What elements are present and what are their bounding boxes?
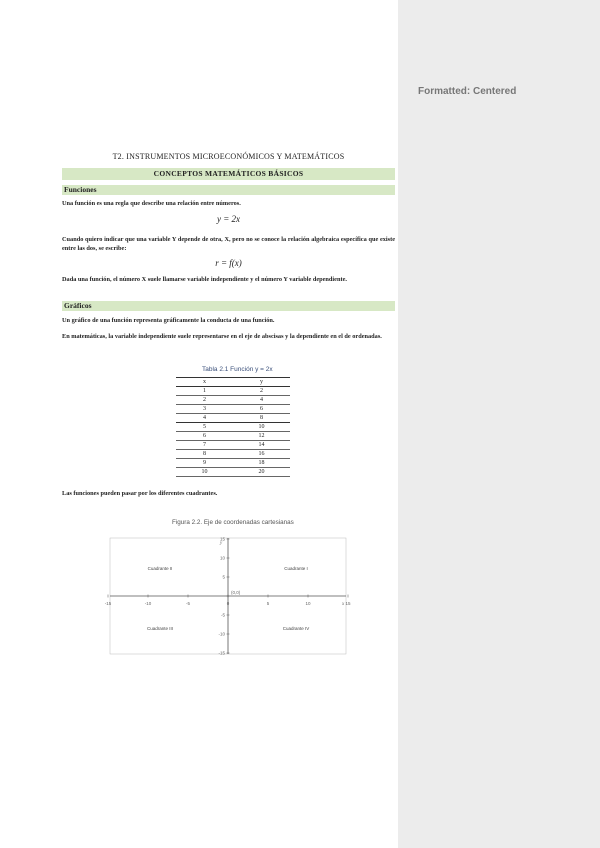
x-axis-label: x xyxy=(342,602,345,607)
table-row xyxy=(176,450,290,459)
function-table xyxy=(176,377,290,477)
cell-y: 12 xyxy=(233,432,290,441)
paragraph-1: Una función es una regla que describe una relación entre números. xyxy=(62,200,241,207)
y-tick-label: 5 xyxy=(222,574,225,580)
x-tick-label: 5 xyxy=(266,601,270,606)
paragraph-5: En matemáticas, la variable independiente suele representarse en el eje de abscisas y la dependiente en el de ordenadas. xyxy=(62,333,382,340)
x-tick-label: 0 xyxy=(226,601,230,606)
x-tick-label: -10 xyxy=(144,601,152,606)
chapter-title: T2. INSTRUMENTOS MICROECONÓMICOS Y MATEMÁTICOS xyxy=(112,152,345,161)
equation-1: y = 2x xyxy=(216,214,241,224)
cell-x: 5 xyxy=(176,423,233,432)
y-tick-label: 15 xyxy=(219,536,225,542)
cell-x: 9 xyxy=(176,459,233,468)
cell-x: 8 xyxy=(176,450,233,459)
table-row xyxy=(176,396,290,405)
table-row xyxy=(176,405,290,414)
comment-sidebar xyxy=(398,0,600,848)
x-tick-label: 10 xyxy=(305,601,311,606)
table-row xyxy=(176,468,290,477)
cell-y: 14 xyxy=(233,441,290,450)
cell-x: 3 xyxy=(176,405,233,414)
quadrant-label: Cuadrante II xyxy=(147,566,173,571)
y-tick-label: -15 xyxy=(218,650,225,656)
cell-x: 7 xyxy=(176,441,233,450)
table-row xyxy=(176,387,290,396)
figure-title: Figura 2.2. Eje de coordenadas cartesianas xyxy=(172,519,294,526)
y-tick-label: -5 xyxy=(220,612,225,618)
cell-y: 10 xyxy=(233,423,290,432)
table-row xyxy=(176,432,290,441)
cell-y: 2 xyxy=(233,387,290,396)
table-row xyxy=(176,414,290,423)
cell-x: 4 xyxy=(176,414,233,423)
quadrant-label: Cuadrante IV xyxy=(282,626,310,631)
paragraph-4: Un gráfico de una función representa gráficamente la conducta de una función. xyxy=(62,317,275,324)
y-tick-label: -10 xyxy=(218,631,225,637)
heading-graficos: Gráficos xyxy=(62,301,395,311)
table-row xyxy=(176,459,290,468)
cartesian-figure xyxy=(104,532,352,656)
heading-funciones: Funciones xyxy=(62,185,395,195)
format-comment[interactable]: Formatted: Centered xyxy=(418,86,517,97)
paragraph-3: Dada una función, el número X suele llamarse variable independiente y el número Y variable dependiente. xyxy=(62,276,347,283)
cell-y: 4 xyxy=(233,396,290,405)
y-tick-label: 10 xyxy=(219,555,225,561)
cell-x: 10 xyxy=(176,468,233,477)
cell-y: 6 xyxy=(233,405,290,414)
paragraph-2: Cuando quiero indicar que una variable Y depende de otra, X, pero no se conoce la relación algebraica específica que existe entre las dos, se escribe: xyxy=(62,236,395,252)
cell-y: 20 xyxy=(233,468,290,477)
cell-x: 1 xyxy=(176,387,233,396)
x-tick-label: -5 xyxy=(185,601,191,606)
cell-y: y xyxy=(233,378,290,387)
table-row xyxy=(176,441,290,450)
cell-y: 16 xyxy=(233,450,290,459)
table-row xyxy=(176,423,290,432)
quadrant-label: Cuadrante I xyxy=(284,566,308,571)
origin-label: (0,0) xyxy=(231,590,241,595)
table-title: Tabla 2.1 Función y = 2x xyxy=(202,366,273,373)
cell-y: 8 xyxy=(233,414,290,423)
table-header-row xyxy=(176,378,290,387)
equation-2: r = f(x) xyxy=(215,258,242,268)
paragraph-6: Las funciones pueden pasar por los diferentes cuadrantes. xyxy=(62,490,218,497)
x-tick-label: -15 xyxy=(104,601,112,606)
quadrant-label: Cuadrante III xyxy=(146,626,174,631)
x-tick-label: 15 xyxy=(345,601,351,606)
y-axis-label: y xyxy=(220,541,223,546)
section-title: CONCEPTOS MATEMÁTICOS BÁSICOS xyxy=(62,168,395,180)
cell-y: 18 xyxy=(233,459,290,468)
cell-x: 6 xyxy=(176,432,233,441)
cell-x: x xyxy=(176,378,233,387)
cell-x: 2 xyxy=(176,396,233,405)
